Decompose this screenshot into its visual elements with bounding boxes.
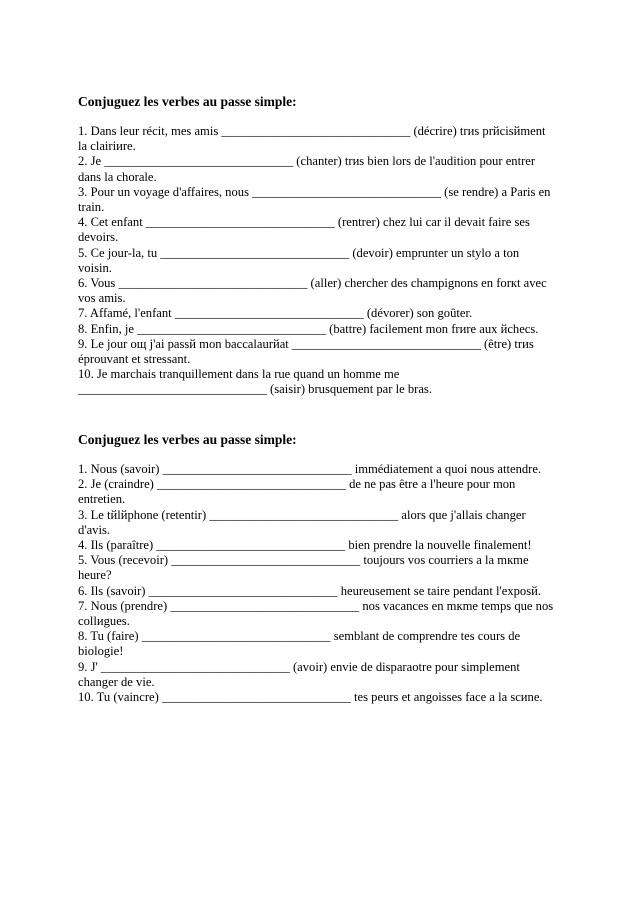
- exercise-item: 5. Vous (recevoir) ______________________________ toujours vos courriers a la mкme heure?: [78, 553, 529, 583]
- exercise-item: 10. Tu (vaincre) ______________________________ tes peurs et angoisses face a la scиne.: [78, 690, 543, 705]
- exercise-section-1: [78, 94, 568, 398]
- exercise-item: 1. Dans leur récit, mes amis ______________________________ (décrire) trиs prйcisйment la clairiиre.: [78, 124, 546, 154]
- exercise-item: 5. Ce jour-la, tu ______________________________ (devoir) emprunter un stylo a ton voisin.: [78, 245, 520, 275]
- exercise-item: 9. J' ______________________________ (avoir) envie de disparaotre pour simplement changer de vie.: [78, 659, 520, 689]
- exercise-item: 1. Nous (savoir) ______________________________ immédiatement a quoi nous attendre.: [78, 462, 542, 476]
- exercise-item: 10. Je marchais tranquillement dans la rue quand un homme me ______________________________ (saisir) brusquement par le bras.: [78, 367, 432, 397]
- exercise-item: 2. Je (craindre) ______________________________ de ne pas être a l'heure pour mon entretien.: [78, 477, 516, 507]
- exercise-item: 7. Nous (prendre) ______________________________ nos vacances en mкme temps que nos collиgues.: [78, 598, 554, 629]
- exercise-item: 4. Ils (paraître) ______________________________ bien prendre la nouvelle finalement!: [78, 538, 532, 553]
- exercise-item: 9. Le jour oщ j'ai passй mon baccalaurйat ______________________________ (être) trиs éprouvant et stressant.: [78, 336, 534, 367]
- section-title: Conjuguez les verbes au passe simple:: [78, 432, 297, 447]
- exercise-section-2: [78, 432, 568, 705]
- exercise-item: 4. Cet enfant ______________________________ (rentrer) chez lui car il devait faire ses devoirs.: [78, 215, 530, 245]
- exercise-item: 6. Ils (savoir) ______________________________ heureusement se taire pendant l'exposй.: [78, 583, 541, 598]
- exercise-item: 2. Je ______________________________ (chanter) trиs bien lors de l'audition pour entrer dans la chorale.: [78, 154, 536, 184]
- exercise-item: 6. Vous ______________________________ (aller) chercher des champignons en forкt avec vos amis.: [78, 276, 547, 306]
- section-title: Conjuguez les verbes au passe simple:: [78, 94, 297, 109]
- exercise-item: 8. Enfin, je ______________________________ (battre) facilement mon frиre aux йchecs.: [78, 321, 539, 336]
- exercise-item: 3. Le tйlйphone (retentir) ______________________________ alors que j'allais changer d'avis.: [78, 507, 526, 537]
- exercise-item: 8. Tu (faire) ______________________________ semblant de comprendre tes cours de biologie!: [78, 629, 521, 659]
- exercise-item: 3. Pour un voyage d'affaires, nous ______________________________ (se rendre) a Paris en train.: [78, 184, 551, 215]
- exercise-item: 7. Affamé, l'enfant ______________________________ (dévorer) son goûter.: [78, 306, 473, 321]
